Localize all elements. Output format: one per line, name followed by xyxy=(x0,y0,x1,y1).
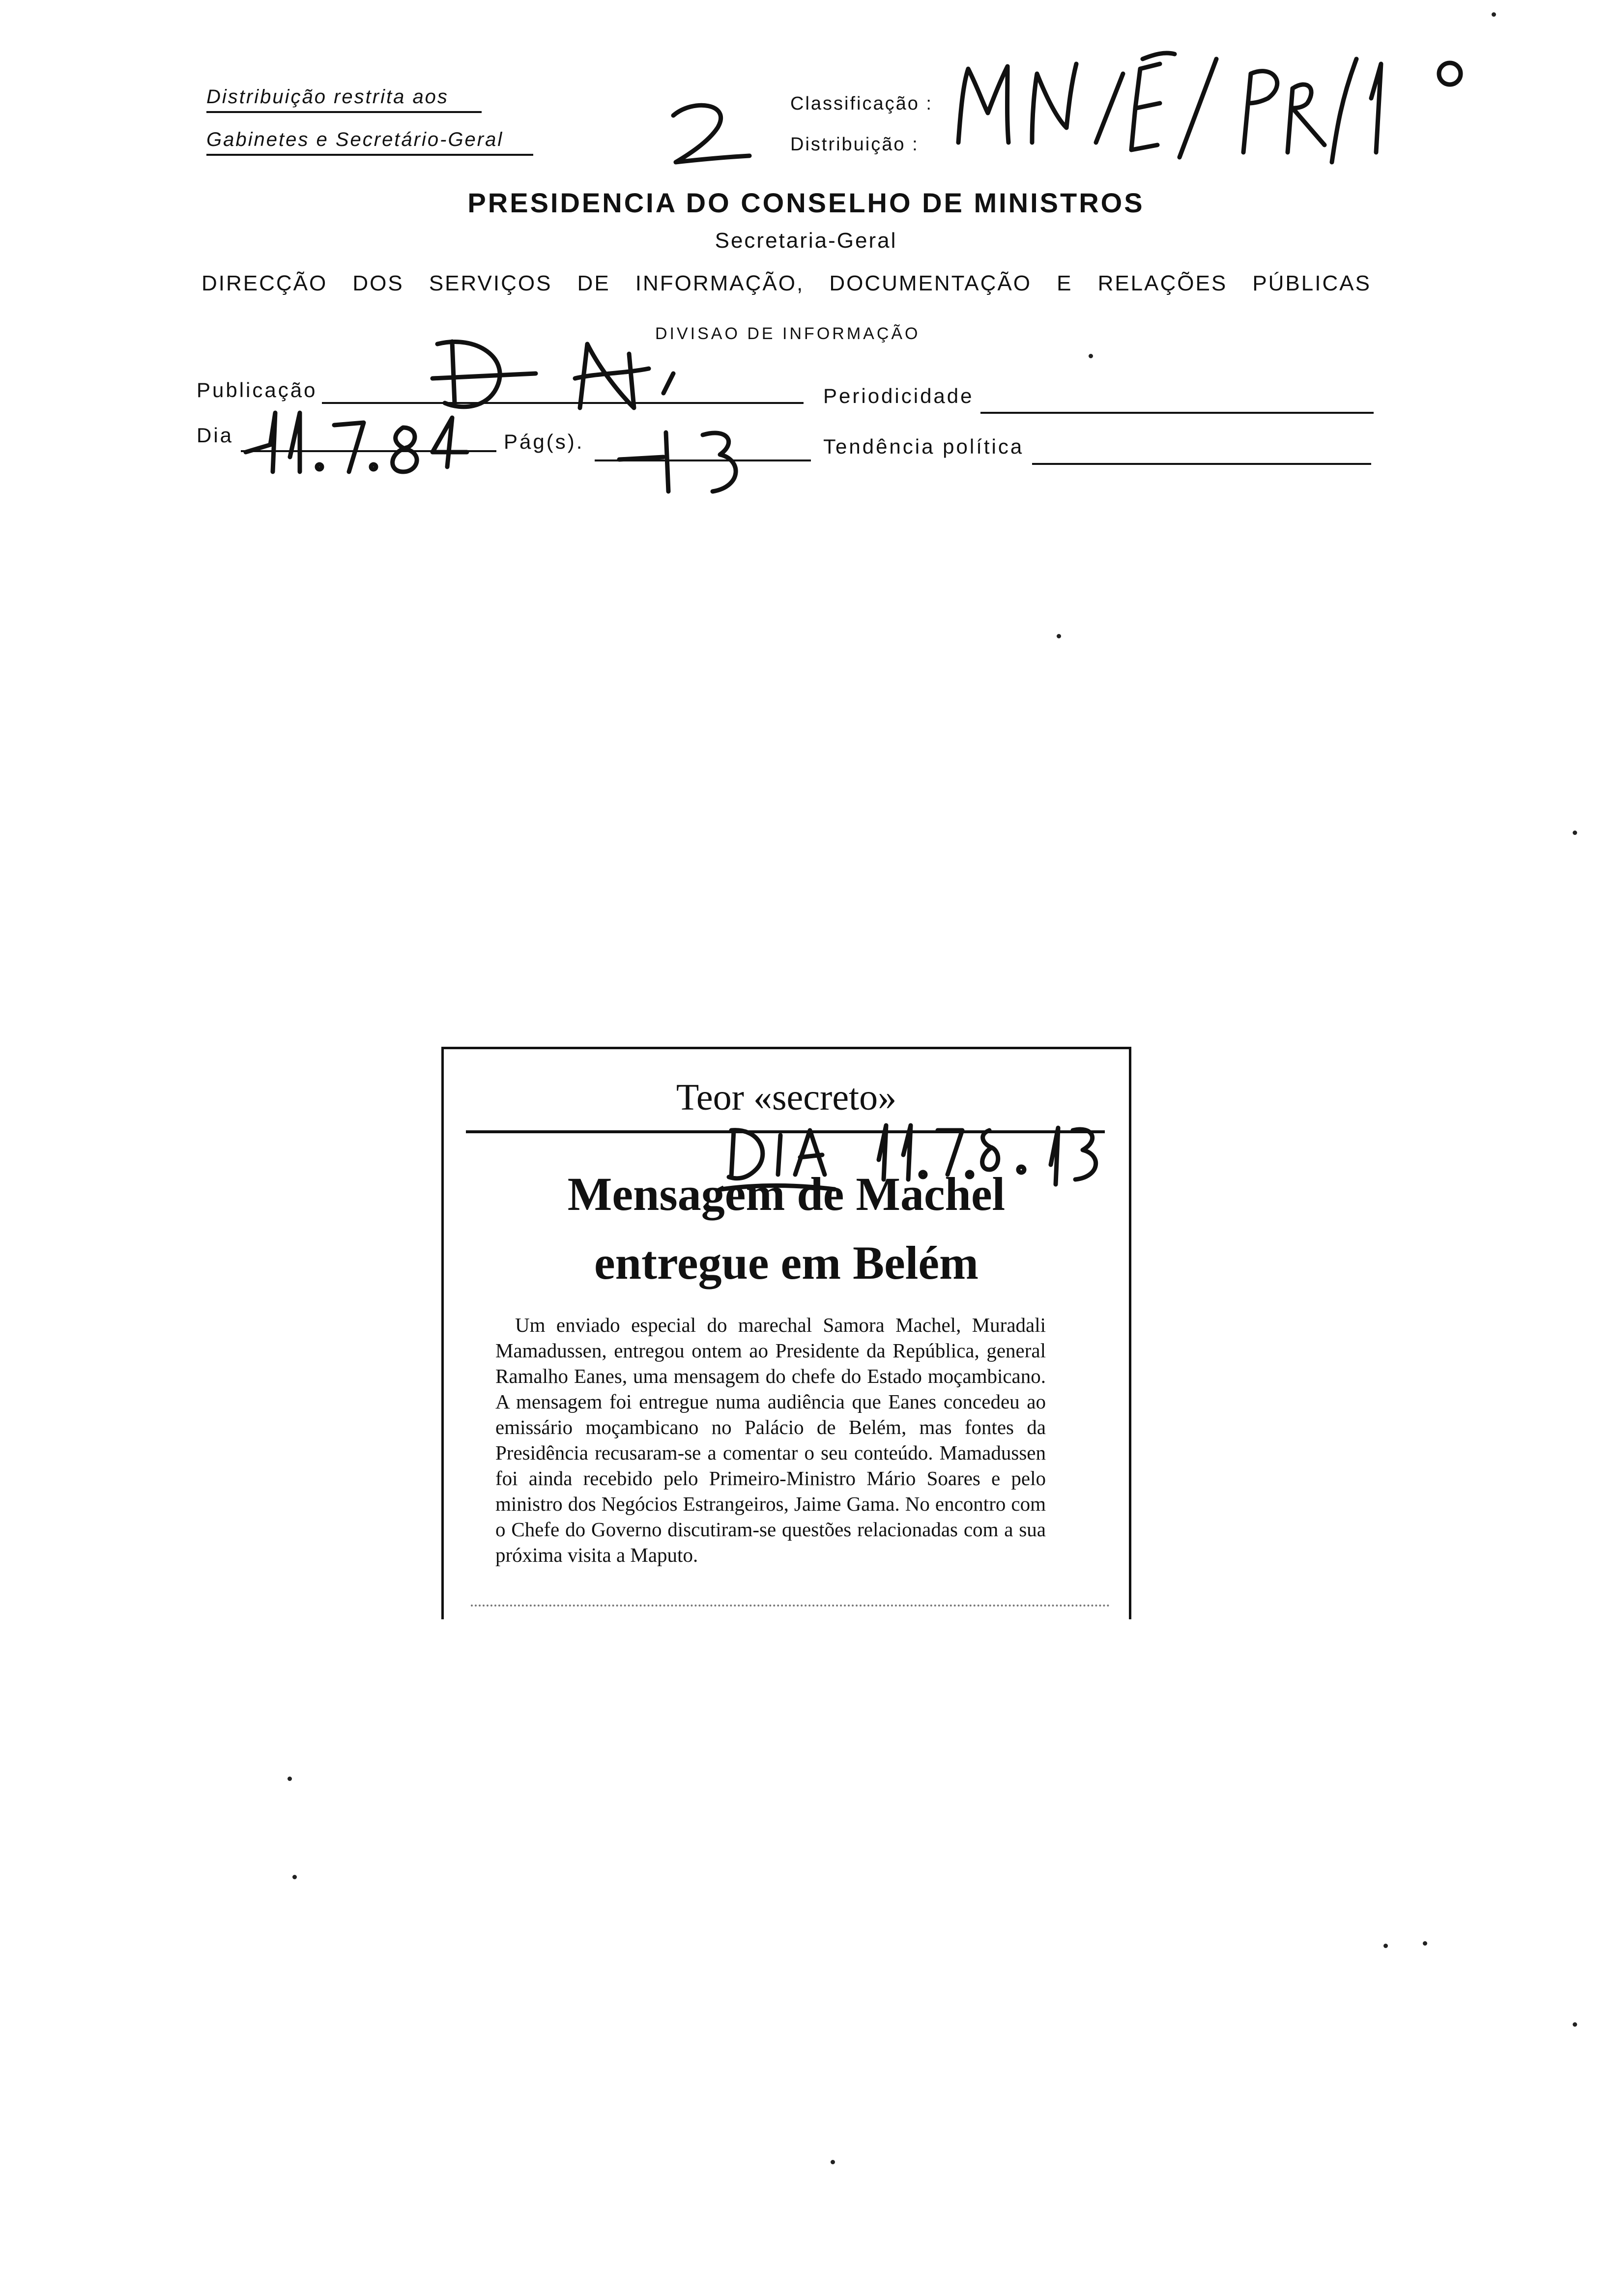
tendencia-label: Tendência política xyxy=(823,435,1024,458)
direccao-word: INFORMAÇÃO, xyxy=(635,271,805,295)
scan-speck xyxy=(1089,354,1093,358)
scan-speck xyxy=(292,1875,297,1879)
scan-speck xyxy=(1383,1944,1388,1948)
dia-label: Dia xyxy=(197,424,234,447)
handwritten-date xyxy=(236,398,501,482)
direccao-word: DIRECÇÃO xyxy=(202,271,328,295)
clipping-top-border xyxy=(441,1047,1131,1049)
direccao-word: SERVIÇOS xyxy=(429,271,552,295)
restricted-distribution-text2: Gabinetes e Secretário-Geral xyxy=(206,129,504,150)
headline-line1: Mensagem de Machel xyxy=(567,1168,1006,1220)
handwritten-classification xyxy=(949,29,1504,177)
pags-label: Pág(s). xyxy=(504,430,584,453)
direccao-word: E xyxy=(1057,271,1073,295)
restricted-underline2 xyxy=(206,154,533,156)
publicacao-label: Publicação xyxy=(197,378,317,402)
restricted-distribution-line1 xyxy=(206,86,482,108)
direccao-word: PÚBLICAS xyxy=(1252,271,1371,295)
handwritten-corner-number xyxy=(663,101,757,167)
article-body: Um enviado especial do marechal Samora Machel, Muradali Mamadussen, entregou ontem ao Presidente da República, general Ramalho Eanes, uma mensagem do chefe do Estado moçambicano. A mensagem foi entregue numa audiência que Eanes concedeu ao emissário moçambicano no Palácio de Belém, mas fontes da Presidência recusaram-se a comentar o seu conteúdo. Mamadussen foi ainda recebido pelo Primeiro-Ministro Mário Soares e pelo ministro dos Negócios Estrangeiros, Jaime Gama. No encontro com o Chefe do Governo discutiram-se questões relacionadas com a sua próxima visita a Maputo. xyxy=(495,1314,1046,1566)
restricted-distribution-text1: Distribuição restrita aos xyxy=(206,86,449,108)
headline-line2: entregue em Belém xyxy=(594,1236,979,1289)
classificacao-label: Classificação : xyxy=(790,93,933,114)
scan-speck xyxy=(1492,12,1496,17)
direccao-word: DE xyxy=(577,271,610,295)
tendencia-rule xyxy=(1032,463,1371,465)
distribuicao-label: Distribuição : xyxy=(790,134,919,155)
periodicidade-label: Periodicidade xyxy=(823,384,974,407)
periodicidade-rule xyxy=(980,412,1374,414)
handwritten-pages xyxy=(614,418,762,501)
direccao-word: DOS xyxy=(352,271,404,295)
restricted-distribution-line2 xyxy=(206,129,533,151)
clipping-left-border xyxy=(441,1047,444,1619)
secretaria-geral: Secretaria-Geral xyxy=(715,229,897,253)
newspaper-clipping xyxy=(441,1047,1131,1619)
handwritten-clip-note xyxy=(717,1116,1110,1214)
direccao-word: DOCUMENTAÇÃO xyxy=(829,271,1032,295)
direccao-word: RELAÇÕES xyxy=(1097,271,1228,295)
scan-speck xyxy=(1057,634,1061,638)
scan-speck xyxy=(831,2160,835,2164)
direccao-line xyxy=(202,271,1371,296)
article-kicker: Teor «secreto» xyxy=(676,1077,897,1118)
clipping-right-border xyxy=(1129,1047,1131,1619)
clipping-cut-edge xyxy=(471,1605,1110,1611)
divisao-label: DIVISAO DE INFORMAÇÃO xyxy=(655,324,921,343)
restricted-underline1 xyxy=(206,111,482,113)
scan-speck xyxy=(1423,1941,1427,1946)
scan-speck xyxy=(1573,831,1577,835)
presidency-title: PRESIDENCIA DO CONSELHO DE MINISTROS xyxy=(467,187,1145,218)
scan-speck xyxy=(288,1777,292,1781)
scan-speck xyxy=(1573,2022,1577,2027)
